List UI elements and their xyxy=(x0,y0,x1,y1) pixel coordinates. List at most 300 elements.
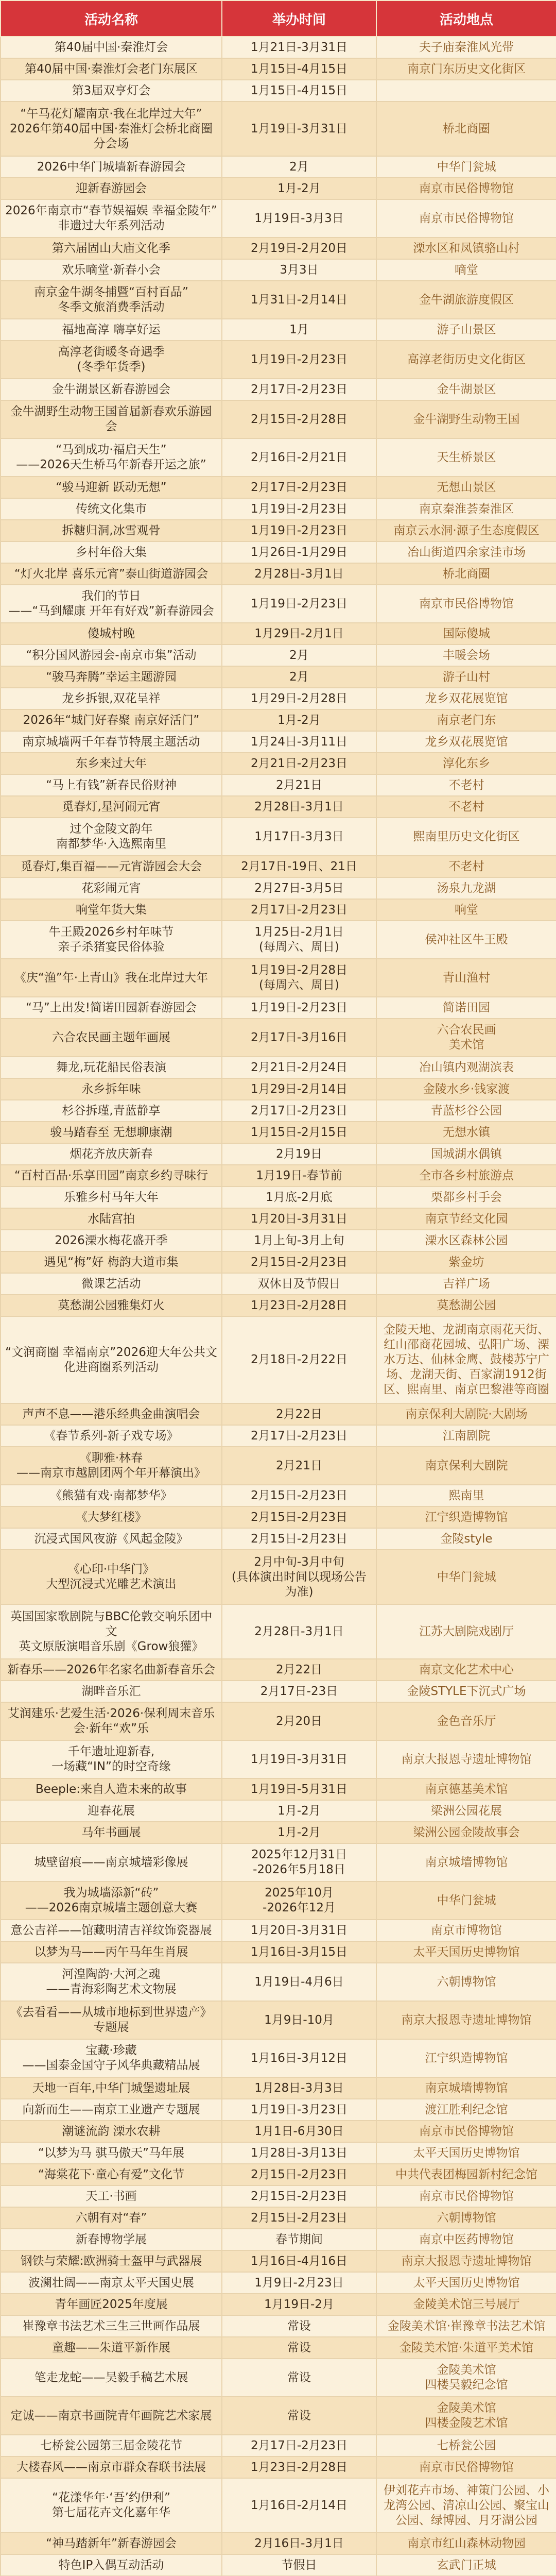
event-time-cell: 1月28日-3月13日 xyxy=(222,2142,376,2164)
event-location-cell: 游子山村 xyxy=(376,666,556,688)
event-time-cell: 2月15日-2月23日 xyxy=(222,2164,376,2185)
event-name-cell: 牛王殿2026乡村年味节 亲子杀猪宴民俗体验 xyxy=(1,921,222,959)
event-location-cell: 龙乡双花展览馆 xyxy=(376,688,556,709)
table-row xyxy=(1,753,556,774)
table-row xyxy=(1,585,556,623)
event-time-cell: 1月19日-3月23日 xyxy=(222,2099,376,2121)
table-row xyxy=(1,1681,556,1702)
table-row xyxy=(1,1528,556,1550)
table-row xyxy=(1,921,556,959)
event-name-cell: 杉谷拆瑾,青蓝静享 xyxy=(1,1100,222,1122)
event-time-cell: 2月18日-2月22日 xyxy=(222,1316,376,1403)
table-row xyxy=(1,1843,556,1882)
table-row xyxy=(1,1485,556,1506)
event-time-cell: 2月28日-3月1日 xyxy=(222,563,376,585)
table-row xyxy=(1,520,556,541)
event-location-cell: 南京市博物馆 xyxy=(376,1920,556,1941)
event-name-cell: 金牛湖野生动物王国首届新春欢乐游园会 xyxy=(1,400,222,438)
event-name-cell: 《心印·中华门》 大型沉浸式光雕艺术演出 xyxy=(1,1550,222,1604)
table-row xyxy=(1,2077,556,2099)
event-time-cell: 2025年12月31日 -2026年5月18日 xyxy=(222,1843,376,1882)
event-time-cell: 1月19日-2月28日 (每周六、周日) xyxy=(222,959,376,997)
event-name-cell: 傻城村晚 xyxy=(1,623,222,645)
event-location-cell: 七桥瓮公园 xyxy=(376,2435,556,2456)
table-row xyxy=(1,1230,556,1251)
event-name-cell: 六朝有对“春” xyxy=(1,2207,222,2229)
event-time-cell: 1月19日-2月 xyxy=(222,2294,376,2315)
table-row xyxy=(1,58,556,80)
event-time-cell: 1月23日-2月28日 xyxy=(222,1295,376,1316)
event-time-cell: 2月17日-2月23日 xyxy=(222,477,376,498)
event-name-cell: “花漾华年·‘吾’约伊利” 第七届花卉文化嘉年华 xyxy=(1,2478,222,2533)
event-name-cell: 骏马踏春至 无想聊康潮 xyxy=(1,1122,222,1143)
event-name-cell: 童趣——朱道平新作展 xyxy=(1,2337,222,2359)
event-location-cell: 南京城墙博物馆 xyxy=(376,2077,556,2099)
table-row xyxy=(1,400,556,438)
event-time-cell: 1月-2月 xyxy=(222,1800,376,1822)
event-location-cell: 六朝博物馆 xyxy=(376,1963,556,2001)
event-location-cell: 南京保利大剧院 xyxy=(376,1447,556,1485)
event-location-cell: 吉祥广场 xyxy=(376,1273,556,1295)
table-row xyxy=(1,1882,556,1920)
table-row xyxy=(1,1122,556,1143)
table-row xyxy=(1,379,556,400)
table-row xyxy=(1,709,556,731)
event-name-cell: 我为城墙添新“砖” ——2026南京城墙主题创意大赛 xyxy=(1,1882,222,1920)
table-row xyxy=(1,2554,556,2576)
event-location-cell: 金陵美术馆·崔豫章书法艺术馆 xyxy=(376,2315,556,2337)
table-row xyxy=(1,2229,556,2250)
event-time-cell: 1月19日-2月23日 xyxy=(222,498,376,520)
event-name-cell: 大楼春风——南京市群众春联书法展 xyxy=(1,2456,222,2478)
header-row xyxy=(1,1,556,37)
table-body xyxy=(1,37,556,2576)
event-location-cell: 中华门瓮城 xyxy=(376,1882,556,1920)
event-time-cell: 2025年10月 -2026年12月 xyxy=(222,1882,376,1920)
event-location-cell: 梁洲公园金陵故事会 xyxy=(376,1822,556,1843)
table-row xyxy=(1,1941,556,1963)
event-name-cell: 福地高淳 嗨享好运 xyxy=(1,319,222,341)
event-name-cell: 水陆宫拍 xyxy=(1,1208,222,1230)
event-location-cell: 嘀堂 xyxy=(376,259,556,281)
event-location-cell: 龙乡双花展览馆 xyxy=(376,731,556,753)
event-location-cell: 不老村 xyxy=(376,856,556,877)
event-name-cell: 向新而生——南京工业遗产专题展 xyxy=(1,2099,222,2121)
event-name-cell: 马年书画展 xyxy=(1,1822,222,1843)
event-location-cell: 金牛湖野生动物王国 xyxy=(376,400,556,438)
event-location-cell: 青山渔村 xyxy=(376,959,556,997)
event-time-cell: 2月17日-3月16日 xyxy=(222,1019,376,1057)
event-name-cell: 2026溧水梅花盛开季 xyxy=(1,1230,222,1251)
event-location-cell: 南京中医药博物馆 xyxy=(376,2229,556,2250)
event-location-cell: 南京市红山森林动物园 xyxy=(376,2533,556,2554)
event-time-cell: 2月17日-2月23日 xyxy=(222,899,376,921)
event-time-cell: 1月16日-2月14日 xyxy=(222,2478,376,2533)
event-name-cell: 响堂年货大集 xyxy=(1,899,222,921)
table-row xyxy=(1,2250,556,2272)
table-row xyxy=(1,1740,556,1778)
event-location-cell: 栗都乡村手会 xyxy=(376,1187,556,1208)
table-row xyxy=(1,1447,556,1485)
event-time-cell: 2月15日-2月23日 xyxy=(222,1528,376,1550)
event-name-cell: 《大梦红楼》 xyxy=(1,1506,222,1528)
table-row xyxy=(1,101,556,156)
table-row xyxy=(1,997,556,1019)
event-time-cell: 2月15日-2月28日 xyxy=(222,400,376,438)
event-location-cell: 太平天国历史博物馆 xyxy=(376,1941,556,1963)
table-row xyxy=(1,37,556,58)
event-location-cell: 溧水区森林公园 xyxy=(376,1230,556,1251)
event-location-cell: 梁洲公园花展 xyxy=(376,1800,556,1822)
event-name-cell: 河湟陶韵·大河之魂 ——青海彩陶艺术文物展 xyxy=(1,1963,222,2001)
event-time-cell: 1月-2月 xyxy=(222,1822,376,1843)
event-time-cell: 1月19日-2月23日 xyxy=(222,585,376,623)
table-row xyxy=(1,1078,556,1100)
table-row xyxy=(1,281,556,319)
table-row xyxy=(1,199,556,238)
event-time-cell: 1月-2月 xyxy=(222,178,376,199)
event-time-cell: 1月19日-3月31日 xyxy=(222,101,376,156)
event-name-cell: “灯火北岸 喜乐元宵”泰山街道游园会 xyxy=(1,563,222,585)
event-location-cell: 南京市民俗博物馆 xyxy=(376,2121,556,2142)
table-row xyxy=(1,341,556,379)
event-time-cell: 1月29日-2月14日 xyxy=(222,1078,376,1100)
event-name-cell: 波澜壮阔——南京太平天国史展 xyxy=(1,2272,222,2294)
event-time-cell: 2月20日 xyxy=(222,1702,376,1740)
event-time-cell: 节假日 xyxy=(222,2554,376,2576)
event-location-cell: 南京德基美术馆 xyxy=(376,1778,556,1800)
event-time-cell: 1月28日-3月3日 xyxy=(222,2077,376,2099)
event-location-cell: 金陵天地、龙湖南京雨花天街、红山邵商花园城、弘阳广场、溧水万达、仙林金鹰、鼓楼苏宁广场、龙湖天街、百家湖1912街区、熙南里、南京巴黎港等商圈 xyxy=(376,1316,556,1403)
event-location-cell: 南京门东历史文化街区 xyxy=(376,58,556,80)
event-name-cell: 第3届双亨灯会 xyxy=(1,80,222,101)
event-location-cell: 太平天国历史博物馆 xyxy=(376,2272,556,2294)
event-time-cell: 春节期间 xyxy=(222,2229,376,2250)
event-location-cell: 金陵美术馆 四楼吴毅纪念馆 xyxy=(376,2359,556,2397)
event-location-cell: 南京保利大剧院·大剧场 xyxy=(376,1403,556,1425)
event-location-cell: 桥北商圈 xyxy=(376,563,556,585)
event-name-cell: 《去看看——从城市地标到世界遗产》 专题展 xyxy=(1,2001,222,2039)
table-row xyxy=(1,1273,556,1295)
event-time-cell: 2月21日 xyxy=(222,1447,376,1485)
event-time-cell: 1月24日-3月11日 xyxy=(222,731,376,753)
table-row xyxy=(1,1920,556,1941)
table-row xyxy=(1,1143,556,1165)
table-row xyxy=(1,731,556,753)
event-name-cell: 我们的节日 ——“马到耀康 开年有好戏”新春游园会 xyxy=(1,585,222,623)
event-name-cell: 钢铁与荣耀:欧洲骑士盔甲与武器展 xyxy=(1,2250,222,2272)
event-location-cell: 无想山景区 xyxy=(376,477,556,498)
event-name-cell: 《春节系列-新子戏专场》 xyxy=(1,1425,222,1447)
table-row xyxy=(1,2039,556,2077)
event-location-cell: 南京大报恩寺遗址博物馆 xyxy=(376,2250,556,2272)
event-time-cell: 1月19日-4月6日 xyxy=(222,1963,376,2001)
event-location-cell: 熙南里 xyxy=(376,1485,556,1506)
table-row xyxy=(1,1019,556,1057)
table-row xyxy=(1,2001,556,2039)
table-row xyxy=(1,1057,556,1078)
table-row xyxy=(1,2121,556,2142)
event-name-cell: 2026中华门城墙新春游园会 xyxy=(1,156,222,178)
event-name-cell: 笔走龙蛇——吴毅手稿艺术展 xyxy=(1,2359,222,2397)
event-name-cell: 觅春灯,星河闹元宵 xyxy=(1,796,222,818)
table-row xyxy=(1,1659,556,1681)
event-location-cell: 江苏大剧院戏剧厅 xyxy=(376,1604,556,1659)
table-row xyxy=(1,2397,556,2435)
event-location-cell: 淳化东乡 xyxy=(376,753,556,774)
event-time-cell: 2月17日-2月23日 xyxy=(222,379,376,400)
header-event-location: 活动地点 xyxy=(376,1,556,37)
event-time-cell: 2月27日-3月5日 xyxy=(222,877,376,899)
event-name-cell: 六合农民画主题年画展 xyxy=(1,1019,222,1057)
event-time-cell: 1月19日-3月31日 xyxy=(222,1740,376,1778)
table-row xyxy=(1,1822,556,1843)
event-name-cell: 传统文化集市 xyxy=(1,498,222,520)
table-row xyxy=(1,1165,556,1187)
table-row xyxy=(1,1295,556,1316)
event-location-cell: 金陵STYLE下沉式广场 xyxy=(376,1681,556,1702)
event-name-cell: 迎春花展 xyxy=(1,1800,222,1822)
event-time-cell: 1月20日-3月31日 xyxy=(222,1920,376,1941)
table-row xyxy=(1,1100,556,1122)
event-location-cell: 伊刘花卉市场、神策门公园、小龙湾公园、清凉山公园、聚宝山公园、绿博园、月牙湖公园 xyxy=(376,2478,556,2533)
event-time-cell: 1月19日-2月23日 xyxy=(222,341,376,379)
event-name-cell: 金牛湖景区新春游园会 xyxy=(1,379,222,400)
event-time-cell: 2月15日-2月23日 xyxy=(222,2185,376,2207)
event-name-cell: 《熊猫有戏·南都梦华》 xyxy=(1,1485,222,1506)
event-name-cell: “百村百品·乐享田园”南京乡约寻味行 xyxy=(1,1165,222,1187)
table-row xyxy=(1,623,556,645)
event-name-cell: 过个金陵文韵年 南都梦华·入选熙南里 xyxy=(1,818,222,856)
event-name-cell: “海棠花下·童心有爱”文化节 xyxy=(1,2164,222,2185)
table-row xyxy=(1,1187,556,1208)
event-location-cell: 金陵style xyxy=(376,1528,556,1550)
table-row xyxy=(1,80,556,101)
event-location-cell: 溧水区和凤镇骆山村 xyxy=(376,238,556,259)
event-time-cell: 2月21日-2月23日 xyxy=(222,753,376,774)
event-name-cell: “马上有钱”新春民俗财神 xyxy=(1,774,222,796)
event-name-cell: 迎新春游园会 xyxy=(1,178,222,199)
table-row xyxy=(1,2099,556,2121)
event-time-cell: 1月17日-3月3日 xyxy=(222,818,376,856)
event-location-cell: 渡江胜利纪念馆 xyxy=(376,2099,556,2121)
table-row xyxy=(1,2294,556,2315)
event-location-cell: 南京市民俗博物馆 xyxy=(376,178,556,199)
event-time-cell: 2月19日-2月20日 xyxy=(222,238,376,259)
event-time-cell: 2月 xyxy=(222,156,376,178)
event-time-cell: 1月25日-2月1日 (每周六、周日) xyxy=(222,921,376,959)
event-location-cell: 中华门瓮城 xyxy=(376,156,556,178)
event-time-cell: 1月-2月 xyxy=(222,709,376,731)
event-name-cell: Beeple:来自人造未来的故事 xyxy=(1,1778,222,1800)
event-location-cell: 南京市民俗博物馆 xyxy=(376,199,556,238)
table-row xyxy=(1,645,556,666)
event-time-cell: 1月 xyxy=(222,319,376,341)
event-time-cell: 2月17日-19日、21日 xyxy=(222,856,376,877)
table-row xyxy=(1,856,556,877)
table-row xyxy=(1,2164,556,2185)
event-location-cell: 南京市民俗博物馆 xyxy=(376,585,556,623)
event-time-cell: 常设 xyxy=(222,2337,376,2359)
event-name-cell: 艾润建乐·艺爱生活·2026·保利周末音乐会·新年“欢”乐 xyxy=(1,1702,222,1740)
event-location-cell: 不老村 xyxy=(376,796,556,818)
event-location-cell: 不老村 xyxy=(376,774,556,796)
event-name-cell: 青年画匠2025年度展 xyxy=(1,2294,222,2315)
event-location-cell: 南京大报恩寺遗址博物馆 xyxy=(376,2001,556,2039)
event-name-cell: “骏马奔腾”幸运主题游园 xyxy=(1,666,222,688)
table-row xyxy=(1,438,556,477)
event-location-cell: 六朝博物馆 xyxy=(376,2207,556,2229)
table-row xyxy=(1,319,556,341)
event-location-cell: 莫愁湖公园 xyxy=(376,1295,556,1316)
table-row xyxy=(1,959,556,997)
table-row xyxy=(1,2142,556,2164)
event-name-cell: 以梦为马——丙午马年生肖展 xyxy=(1,1941,222,1963)
event-name-cell: “骏马迎新 跃动无想” xyxy=(1,477,222,498)
event-time-cell: 2月16日-2月21日 xyxy=(222,438,376,477)
event-name-cell: “积分国风游园会-南京市集”活动 xyxy=(1,645,222,666)
event-name-cell: 天地一百年,中华门城堡遗址展 xyxy=(1,2077,222,2099)
event-name-cell: 宝藏·珍藏 ——国泰金国守子风华典藏精品展 xyxy=(1,2039,222,2077)
event-location-cell: 响堂 xyxy=(376,899,556,921)
event-time-cell: 2月22日 xyxy=(222,1403,376,1425)
event-name-cell: “神马踏新年”新春游园会 xyxy=(1,2533,222,2554)
event-location-cell: 金陵美术馆·朱道平美术馆 xyxy=(376,2337,556,2359)
event-time-cell: 3月3日 xyxy=(222,259,376,281)
event-name-cell: 《聊雅·林春 ——南京市越剧团两个年开幕演出》 xyxy=(1,1447,222,1485)
event-location-cell: 紫金坊 xyxy=(376,1251,556,1273)
event-location-cell: 南京城墙博物馆 xyxy=(376,1843,556,1882)
event-name-cell: 永乡拆年味 xyxy=(1,1078,222,1100)
table-row xyxy=(1,1800,556,1822)
event-name-cell: 拆糖归洞,冰雪观骨 xyxy=(1,520,222,541)
event-time-cell: 1月9日-10月 xyxy=(222,2001,376,2039)
table-row xyxy=(1,2435,556,2456)
event-name-cell: 花彩闹元宵 xyxy=(1,877,222,899)
event-name-cell: “马到成功·福启天生” ——2026天生桥马年新春开运之旅” xyxy=(1,438,222,477)
event-time-cell: 2月15日-2月23日 xyxy=(222,1506,376,1528)
event-time-cell: 1月29日-2月1日 xyxy=(222,623,376,645)
table-row xyxy=(1,688,556,709)
event-time-cell: 1月21日-3月31日 xyxy=(222,37,376,58)
event-name-cell: 乐雅乡村马年大年 xyxy=(1,1187,222,1208)
event-time-cell: 2月15日-2月23日 xyxy=(222,2207,376,2229)
table-row xyxy=(1,2359,556,2397)
event-name-cell: 乡村年俗大集 xyxy=(1,541,222,563)
event-location-cell: 南京老门东 xyxy=(376,709,556,731)
event-name-cell: 沉浸式国风夜游《风起金陵》 xyxy=(1,1528,222,1550)
table-row xyxy=(1,1550,556,1604)
event-location-cell: 冶山街道四余家洼市场 xyxy=(376,541,556,563)
event-time-cell: 1月29日-2月28日 xyxy=(222,688,376,709)
table-row xyxy=(1,563,556,585)
event-name-cell: 微课艺活动 xyxy=(1,1273,222,1295)
table-row xyxy=(1,1316,556,1403)
event-time-cell: 2月28日-3月1日 xyxy=(222,1604,376,1659)
table-row xyxy=(1,2478,556,2533)
event-name-cell: 觅春灯,集百福——元宵游园会大会 xyxy=(1,856,222,877)
header-event-time: 举办时间 xyxy=(222,1,376,37)
event-name-cell: 东乡来过大年 xyxy=(1,753,222,774)
table-header xyxy=(1,1,556,37)
table-row xyxy=(1,477,556,498)
event-name-cell: 舞龙,玩花船民俗表演 xyxy=(1,1057,222,1078)
event-location-cell: 六合农民画 美术馆 xyxy=(376,1019,556,1057)
event-time-cell: 1月15日-4月15日 xyxy=(222,80,376,101)
event-name-cell: 第40届中国·秦淮灯会老门东展区 xyxy=(1,58,222,80)
event-name-cell: 《庆“渔”年·上青山》我在北岸过大年 xyxy=(1,959,222,997)
event-location-cell: 金牛湖景区 xyxy=(376,379,556,400)
event-time-cell: 2月17日-2月23日 xyxy=(222,2435,376,2456)
table-row xyxy=(1,156,556,178)
event-name-cell: 城壁留痕——南京城墙彩像展 xyxy=(1,1843,222,1882)
event-time-cell: 1月19日-2月23日 xyxy=(222,520,376,541)
event-name-cell: 2026年南京市“春节娱福娱 幸福金陵年” 非遗过大年系列活动 xyxy=(1,199,222,238)
table-row xyxy=(1,877,556,899)
event-location-cell: 金色音乐厅 xyxy=(376,1702,556,1740)
table-row xyxy=(1,818,556,856)
table-row xyxy=(1,2272,556,2294)
event-location-cell: 丰暖会场 xyxy=(376,645,556,666)
event-name-cell: 意公吉祥——馆藏明清吉祥纹饰瓷器展 xyxy=(1,1920,222,1941)
event-location-cell: 金牛湖旅游度假区 xyxy=(376,281,556,319)
table-row xyxy=(1,796,556,818)
table-row xyxy=(1,498,556,520)
event-name-cell: 潮谜流韵 溧水农耕 xyxy=(1,2121,222,2142)
event-time-cell: 2月21日-2月24日 xyxy=(222,1057,376,1078)
table-row xyxy=(1,1506,556,1528)
event-name-cell: 遇见“梅”好 梅韵大道市集 xyxy=(1,1251,222,1273)
event-time-cell: 常设 xyxy=(222,2315,376,2337)
table-row xyxy=(1,1425,556,1447)
event-location-cell: 高淳老街历史文化街区 xyxy=(376,341,556,379)
table-row xyxy=(1,2533,556,2554)
event-location-cell: 国际傻城 xyxy=(376,623,556,645)
event-time-cell: 1月20日-3月31日 xyxy=(222,1208,376,1230)
event-name-cell: 定诚——南京书画院青年画院艺术家展 xyxy=(1,2397,222,2435)
event-location-cell: 南京云水洞·源子生态度假区 xyxy=(376,520,556,541)
event-location-cell: 南京文化艺术中心 xyxy=(376,1659,556,1681)
event-time-cell: 2月17日-2月23日 xyxy=(222,1425,376,1447)
event-location-cell: 桥北商圈 xyxy=(376,101,556,156)
event-location-cell: 江宁织造博物馆 xyxy=(376,1506,556,1528)
event-location-cell: 夫子庙秦淮风光带 xyxy=(376,37,556,58)
table-row xyxy=(1,1403,556,1425)
event-time-cell: 1月23日-2月28日 xyxy=(222,2456,376,2478)
event-name-cell: 新春博物学展 xyxy=(1,2229,222,2250)
event-name-cell: 英国国家歌剧院与BBC伦敦交响乐团中文 英文原版演唱音乐剧《Grow狼獾》 xyxy=(1,1604,222,1659)
event-location-cell: 玄武门正城 xyxy=(376,2554,556,2576)
event-time-cell: 2月21日 xyxy=(222,774,376,796)
event-time-cell: 1月19日-春节前 xyxy=(222,1165,376,1187)
table-row xyxy=(1,541,556,563)
event-location-cell: 冶山镇内观湖滨表 xyxy=(376,1057,556,1078)
event-time-cell: 2月19日 xyxy=(222,1143,376,1165)
event-name-cell: “马”上出发!简诺田园新春游园会 xyxy=(1,997,222,1019)
event-location-cell: 国城湖水偶镇 xyxy=(376,1143,556,1165)
event-time-cell: 1月31日-2月14日 xyxy=(222,281,376,319)
table-row xyxy=(1,2185,556,2207)
event-time-cell: 1月15日-4月15日 xyxy=(222,58,376,80)
table-row xyxy=(1,899,556,921)
event-location-cell: 太平天国历史博物馆 xyxy=(376,2142,556,2164)
table-row xyxy=(1,238,556,259)
event-time-cell: 2月28日-3月1日 xyxy=(222,796,376,818)
event-location-cell: 南京市民俗博物馆 xyxy=(376,2456,556,2478)
event-time-cell: 1月26日-1月29日 xyxy=(222,541,376,563)
event-time-cell: 1月16日-3月12日 xyxy=(222,2039,376,2077)
event-name-cell: 声声不息——港乐经典金曲演唱会 xyxy=(1,1403,222,1425)
